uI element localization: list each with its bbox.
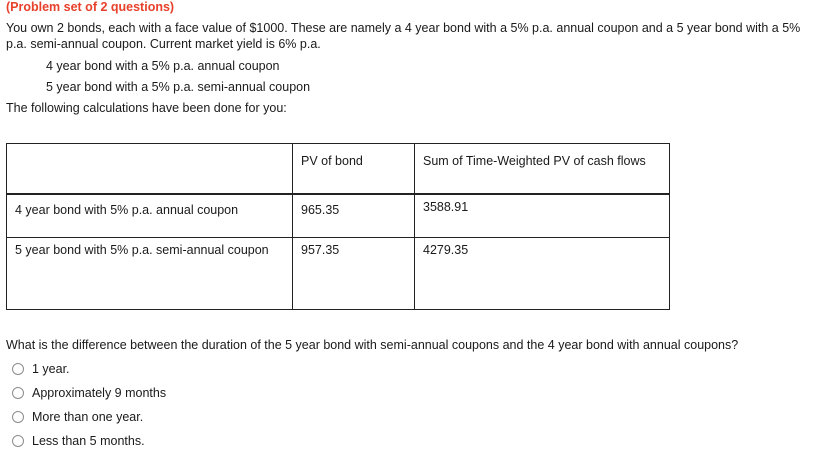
answer-option[interactable] — [12, 386, 166, 400]
problem-set-heading: (Problem set of 2 questions) — [6, 0, 175, 14]
answer-option[interactable] — [12, 362, 70, 376]
calculations-table — [6, 143, 670, 310]
answer-option-label[interactable]: More than one year. — [32, 410, 144, 424]
table-cell: 965.35 — [293, 194, 415, 238]
radio-button[interactable] — [12, 387, 24, 399]
table-cell: 5 year bond with 5% p.a. semi-annual coupon — [7, 238, 293, 310]
radio-button[interactable] — [12, 435, 24, 447]
table-header-cell: Sum of Time-Weighted PV of cash flows — [415, 144, 670, 194]
answer-option-label[interactable]: 1 year. — [32, 362, 70, 376]
bond-2-description: 5 year bond with a 5% p.a. semi-annual coupon — [46, 80, 311, 94]
question-text: What is the difference between the duration of the 5 year bond with semi-annual coupons and the 4 year bond with annual coupons? — [6, 338, 739, 352]
table-header-cell: PV of bond — [293, 144, 415, 194]
answer-option[interactable] — [12, 410, 143, 424]
calculations-note: The following calculations have been done for you: — [6, 101, 287, 115]
table-cell: 3588.91 — [415, 194, 670, 238]
table-cell: 4 year bond with 5% p.a. annual coupon — [7, 194, 293, 238]
answer-option[interactable] — [12, 434, 145, 448]
problem-intro: You own 2 bonds, each with a face value of $1000. These are namely a 4 year bond with a 5% p.a. annual coupon and a 5 year bond with a 5% p.a. semi-annual coupon. Current market yield is 6% p.a. — [6, 21, 801, 51]
table-cell: 957.35 — [293, 238, 415, 310]
bond-1-description: 4 year bond with a 5% p.a. annual coupon — [46, 59, 280, 73]
table-cell: 4279.35 — [415, 238, 670, 310]
radio-button[interactable] — [12, 363, 24, 375]
table-row — [7, 194, 670, 238]
table-header-row — [7, 144, 670, 194]
answer-option-label[interactable]: Approximately 9 months — [32, 386, 167, 400]
table-row — [7, 238, 670, 310]
radio-button[interactable] — [12, 411, 24, 423]
answer-option-label[interactable]: Less than 5 months. — [32, 434, 145, 448]
table-header-cell — [7, 144, 293, 194]
